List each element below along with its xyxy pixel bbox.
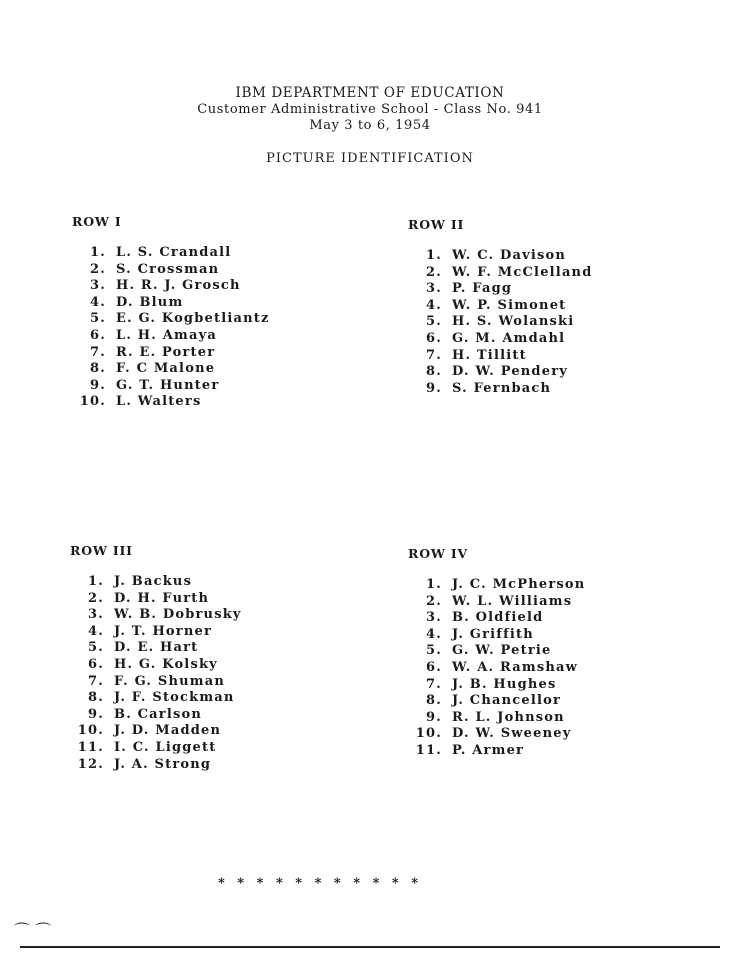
list-item	[70, 674, 242, 691]
row-block-1	[72, 214, 270, 411]
date-line: May 3 to 6, 1954	[309, 118, 431, 133]
entry-number: 10.	[415, 726, 442, 742]
list-item	[70, 757, 242, 774]
list-item	[408, 693, 585, 710]
entry-name: R. E. Porter	[116, 344, 216, 360]
list-item	[70, 574, 242, 591]
entry-name: I. C. Liggett	[114, 739, 217, 755]
list-item	[72, 278, 270, 295]
entry-name: R. L. Johnson	[452, 709, 565, 725]
row-block-3	[70, 543, 242, 773]
entry-number: 8.	[90, 361, 106, 377]
list-item	[408, 314, 593, 331]
entry-number: 5.	[90, 311, 106, 327]
list-item	[72, 245, 270, 262]
list-item	[72, 295, 270, 312]
list-item	[408, 594, 585, 611]
entry-name: B. Carlson	[114, 706, 203, 722]
list-item	[72, 328, 270, 345]
entry-name: J. C. McPherson	[452, 577, 586, 592]
entry-number: 6.	[426, 330, 442, 346]
entry-number: 10.	[77, 723, 104, 739]
entry-number: 11.	[415, 742, 442, 758]
entry-name: L. H. Amaya	[116, 327, 217, 343]
entry-number: 1.	[90, 245, 106, 260]
entry-number: 12.	[77, 756, 104, 772]
entry-name: P. Fagg	[452, 281, 513, 297]
entry-name: J. T. Horner	[114, 623, 213, 639]
list-item	[72, 311, 270, 328]
entry-number: 7.	[426, 347, 442, 363]
row-title: ROW III	[70, 543, 133, 558]
entry-number: 11.	[77, 739, 104, 755]
entry-number: 1.	[88, 574, 104, 589]
list-item	[70, 740, 242, 757]
entry-number: 2.	[426, 593, 442, 609]
list-item	[408, 726, 585, 743]
entry-number: 9.	[426, 709, 442, 725]
entry-name: D. W. Sweeney	[452, 726, 572, 742]
list-item	[70, 657, 242, 674]
entry-number: 3.	[88, 607, 104, 623]
list-item	[408, 248, 593, 265]
list-item	[72, 361, 270, 378]
entry-number: 5.	[426, 314, 442, 330]
entry-name: J. D. Madden	[114, 723, 222, 739]
scan-marks: ⌒ ⌒	[14, 921, 52, 940]
list-item	[72, 262, 270, 279]
entry-name: G. T. Hunter	[116, 377, 220, 393]
list-item	[70, 707, 242, 724]
name-list	[72, 245, 270, 411]
entry-name: D. E. Hart	[114, 640, 199, 656]
entry-name: J. F. Stockman	[114, 690, 235, 706]
entry-number: 5.	[426, 643, 442, 659]
entry-name: W. F. McClelland	[452, 264, 593, 280]
list-item	[408, 331, 593, 348]
entry-number: 4.	[426, 626, 442, 642]
list-item	[70, 624, 242, 641]
entry-name: W. C. Davison	[452, 248, 567, 263]
entry-name: E. G. Kogbetliantz	[116, 311, 270, 327]
entry-name: W. L. Williams	[452, 593, 573, 609]
entry-name: J. A. Strong	[114, 756, 212, 772]
entry-number: 2.	[426, 264, 442, 280]
entry-number: 7.	[88, 673, 104, 689]
list-item	[408, 381, 593, 398]
list-item	[72, 345, 270, 362]
entry-name: W. A. Ramshaw	[452, 659, 579, 675]
name-list	[408, 248, 593, 397]
school-class-line: Customer Administrative School - Class No. 941	[197, 102, 543, 117]
entry-number: 3.	[90, 278, 106, 294]
entry-name: B. Oldfield	[452, 610, 544, 626]
entry-name: W. P. Simonet	[452, 297, 567, 313]
entry-number: 3.	[426, 610, 442, 626]
list-item	[408, 743, 585, 760]
entry-number: 10.	[79, 394, 106, 410]
entry-number: 5.	[88, 640, 104, 656]
entry-name: J. Backus	[114, 574, 193, 589]
entry-number: 9.	[88, 706, 104, 722]
entry-number: 4.	[426, 297, 442, 313]
document-title: IBM DEPARTMENT OF EDUCATION	[235, 85, 505, 101]
entry-number: 8.	[426, 364, 442, 380]
row-block-2	[408, 217, 593, 397]
entry-name: H. S. Wolanski	[452, 314, 575, 330]
list-item	[70, 640, 242, 657]
entry-number: 1.	[426, 248, 442, 263]
entry-name: J. Chancellor	[452, 693, 562, 709]
list-item	[70, 723, 242, 740]
entry-number: 4.	[88, 623, 104, 639]
list-item	[408, 348, 593, 365]
entry-name: P. Armer	[452, 742, 525, 758]
entry-name: H. G. Kolsky	[114, 656, 218, 672]
entry-number: 9.	[426, 380, 442, 396]
entry-name: H. Tillitt	[452, 347, 527, 363]
entry-name: D. W. Pendery	[452, 364, 569, 380]
entry-number: 8.	[88, 690, 104, 706]
entry-number: 9.	[90, 377, 106, 393]
list-item	[72, 394, 270, 411]
entry-number: 6.	[90, 327, 106, 343]
entry-name: D. Blum	[116, 294, 184, 310]
name-list	[70, 574, 242, 773]
list-item	[408, 577, 585, 594]
entry-name: H. R. J. Grosch	[116, 278, 241, 294]
list-item	[408, 281, 593, 298]
list-item	[408, 364, 593, 381]
entry-name: J. Griffith	[452, 626, 534, 642]
entry-number: 8.	[426, 693, 442, 709]
list-item	[408, 627, 585, 644]
page-bottom-rule	[20, 946, 720, 948]
entry-name: G. W. Petrie	[452, 643, 552, 659]
entry-number: 1.	[426, 577, 442, 592]
list-item	[408, 660, 585, 677]
section-heading: PICTURE IDENTIFICATION	[266, 151, 474, 166]
entry-number: 2.	[88, 590, 104, 606]
entry-name: D. H. Furth	[114, 590, 210, 606]
row-title: ROW I	[72, 214, 122, 229]
row-title: ROW IV	[408, 546, 469, 561]
entry-name: L. S. Crandall	[116, 245, 232, 260]
entry-name: S. Crossman	[116, 261, 220, 277]
list-item	[408, 710, 585, 727]
list-item	[70, 607, 242, 624]
footer-stars: * * * * * * * * * * *	[217, 876, 423, 891]
list-item	[408, 677, 585, 694]
list-item	[408, 265, 593, 282]
entry-number: 7.	[426, 676, 442, 692]
entry-name: F. C Malone	[116, 361, 216, 377]
entry-number: 6.	[426, 659, 442, 675]
entry-number: 2.	[90, 261, 106, 277]
list-item	[70, 690, 242, 707]
entry-name: J. B. Hughes	[452, 676, 557, 692]
list-item	[408, 298, 593, 315]
list-item	[408, 643, 585, 660]
entry-name: W. B. Dobrusky	[114, 607, 242, 623]
list-item	[70, 591, 242, 608]
list-item	[408, 610, 585, 627]
entry-name: L. Walters	[116, 394, 202, 410]
entry-name: S. Fernbach	[452, 380, 552, 396]
entry-number: 4.	[90, 294, 106, 310]
entry-name: F. G. Shuman	[114, 673, 225, 689]
name-list	[408, 577, 585, 760]
list-item	[72, 378, 270, 395]
entry-name: G. M. Amdahl	[452, 330, 566, 346]
row-title: ROW II	[408, 217, 465, 232]
entry-number: 6.	[88, 656, 104, 672]
entry-number: 3.	[426, 281, 442, 297]
row-block-4	[408, 546, 585, 760]
entry-number: 7.	[90, 344, 106, 360]
